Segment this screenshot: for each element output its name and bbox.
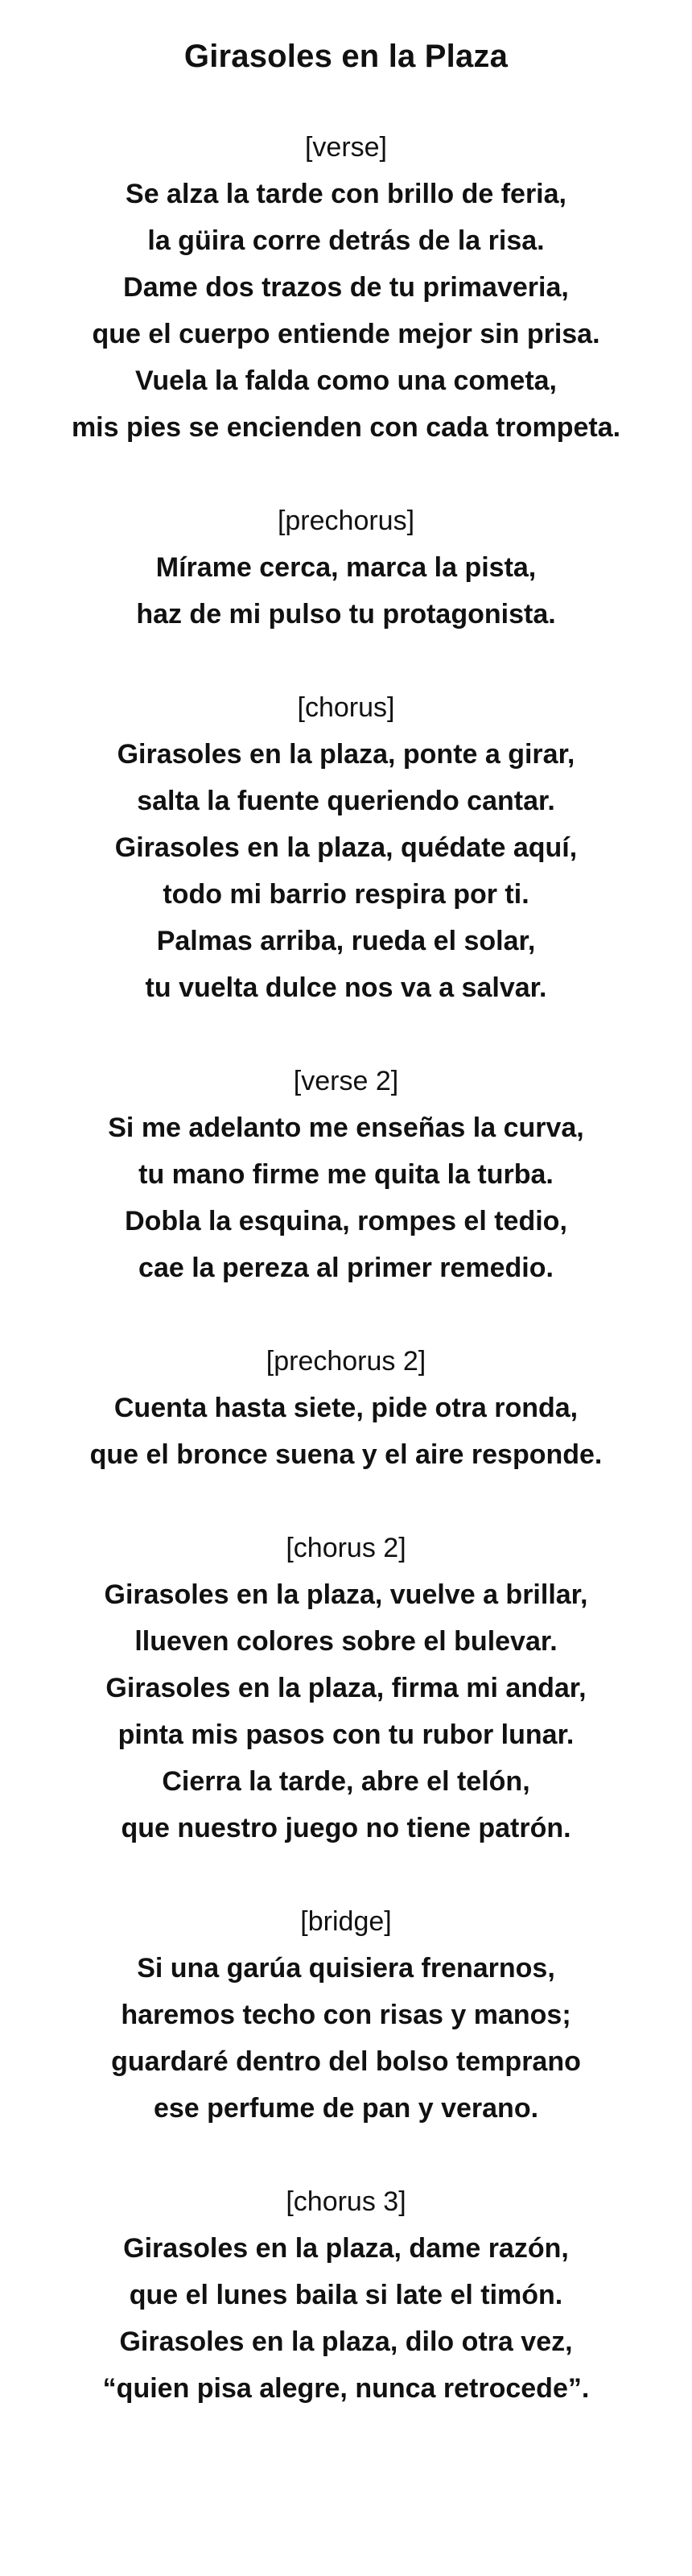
section-label: [prechorus] xyxy=(277,506,415,536)
section-label: [chorus] xyxy=(297,692,395,723)
section-prechorus xyxy=(0,497,692,638)
section-chorus-2 xyxy=(0,1525,692,1852)
section-prechorus-2 xyxy=(0,1338,692,1478)
section-bridge xyxy=(0,1898,692,2132)
lyric-line: Vuela la falda como una cometa, xyxy=(134,365,557,396)
lyric-line: cae la pereza al primer remedio. xyxy=(138,1253,554,1283)
section-chorus-3 xyxy=(0,2178,692,2412)
lyric-line: Si una garúa quisiera frenarnos, xyxy=(137,1953,555,1984)
section-label: [chorus 2] xyxy=(286,1533,406,1563)
song-title: Girasoles en la Plaza xyxy=(183,39,509,74)
section-verse-2 xyxy=(0,1058,692,1291)
lyric-line: “quien pisa alegre, nunca retrocede”. xyxy=(102,2373,590,2404)
lyric-line: salta la fuente queriendo cantar. xyxy=(137,786,555,816)
lyric-line: haz de mi pulso tu protagonista. xyxy=(136,599,556,630)
lyric-line: Cuenta hasta siete, pide otra ronda, xyxy=(113,1393,579,1423)
lyric-line: Dobla la esquina, rompes el tedio, xyxy=(125,1206,567,1236)
lyric-line: que nuestro juego no tiene patrón. xyxy=(121,1813,571,1843)
section-label: [verse] xyxy=(304,132,388,163)
section-label: [chorus 3] xyxy=(286,2186,406,2217)
section-chorus xyxy=(0,684,692,1011)
lyric-line: Girasoles en la plaza, quédate aquí, xyxy=(114,832,578,863)
section-label: [bridge] xyxy=(300,1906,392,1937)
lyric-line: que el bronce suena y el aire responde. xyxy=(89,1439,603,1470)
lyric-line: pinta mis pasos con tu rubor lunar. xyxy=(117,1719,575,1750)
lyric-line: llueven colores sobre el bulevar. xyxy=(134,1626,558,1657)
song-body xyxy=(0,124,692,2412)
lyric-line: Si me adelanto me enseñas la curva, xyxy=(108,1113,584,1143)
lyric-line: Girasoles en la plaza, dilo otra vez, xyxy=(119,2326,573,2357)
lyric-line: Mírame cerca, marca la pista, xyxy=(155,552,537,583)
lyric-line: Girasoles en la plaza, dame razón, xyxy=(123,2233,569,2264)
lyric-line: guardaré dentro del bolso temprano xyxy=(111,2046,581,2077)
lyric-line: Dame dos trazos de tu primaveria, xyxy=(123,272,569,303)
lyric-line: Se alza la tarde con brillo de feria, xyxy=(126,179,566,209)
lyric-line: Girasoles en la plaza, vuelve a brillar, xyxy=(104,1579,588,1610)
lyric-line: ese perfume de pan y verano. xyxy=(153,2093,539,2124)
section-label: [prechorus 2] xyxy=(266,1346,426,1377)
lyric-line: haremos techo con risas y manos; xyxy=(121,2000,571,2030)
section-verse xyxy=(0,124,692,451)
lyric-line: todo mi barrio respira por ti. xyxy=(163,879,529,910)
section-label: [verse 2] xyxy=(293,1066,399,1096)
lyric-line: Girasoles en la plaza, ponte a girar, xyxy=(117,739,575,770)
lyric-line: tu vuelta dulce nos va a salvar. xyxy=(145,972,547,1003)
lyric-line: que el lunes baila si late el timón. xyxy=(129,2280,563,2310)
lyric-line: Girasoles en la plaza, firma mi andar, xyxy=(105,1673,587,1703)
lyric-line: tu mano firme me quita la turba. xyxy=(138,1159,554,1190)
lyric-line: mis pies se encienden con cada trompeta. xyxy=(71,412,621,443)
lyric-line: la güira corre detrás de la risa. xyxy=(147,225,545,256)
lyric-line: que el cuerpo entiende mejor sin prisa. xyxy=(92,319,600,349)
lyric-line: Cierra la tarde, abre el telón, xyxy=(162,1766,530,1797)
lyric-line: Palmas arriba, rueda el solar, xyxy=(156,926,536,956)
